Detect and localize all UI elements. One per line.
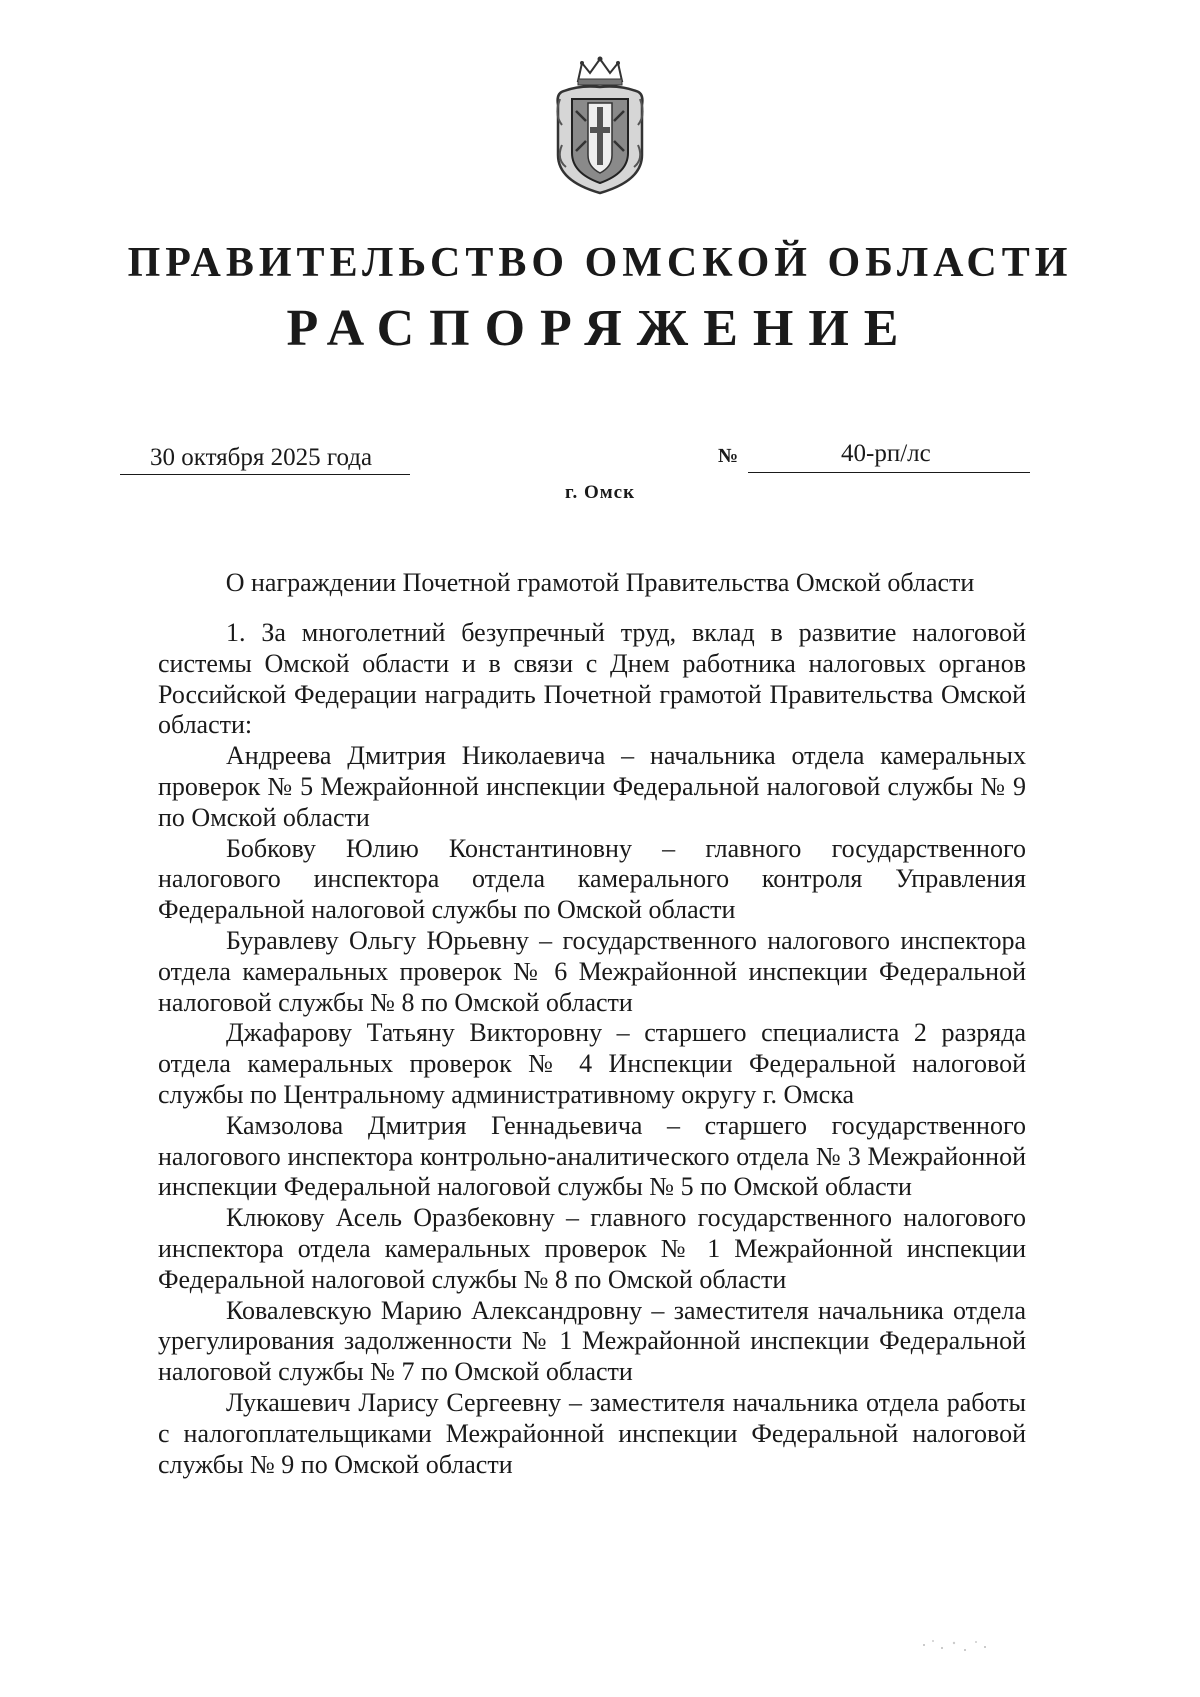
- document-date: 30 октября 2025 года: [150, 444, 373, 471]
- number-field: [748, 436, 1030, 473]
- award-entry: Андреева Дмитрия Николаевича – начальника отдела камеральных проверок № 5 Межрайонной инспекции Федеральной налоговой службы № 9 по Омской области: [158, 741, 1026, 832]
- award-entry: Лукашевич Ларису Сергеевну – заместителя начальника отдела работы с налогоплательщиками Межрайонной инспекции Федеральной налоговой службы № 9 по Омской области: [158, 1387, 1026, 1479]
- date-field: [120, 438, 410, 475]
- award-entry: Ковалевскую Марию Александровну – заместителя начальника отдела урегулирования задолженности № 1 Межрайонной инспекции Федеральной налоговой службы № 7 по Омской области: [158, 1295, 1026, 1387]
- award-entry: Камзолова Дмитрия Геннадьевича – старшего государственного налогового инспектора контрольно-аналитического отдела № 3 Межрайонной инспекции Федеральной налоговой службы № 5 по Омской области: [158, 1110, 1026, 1202]
- coat-of-arms-icon: [550, 55, 650, 195]
- document-body: [158, 618, 1026, 1480]
- document-city: г. Омск: [564, 482, 636, 503]
- document-number: 40-рп/лс: [841, 440, 931, 467]
- document-subject: О награждении Почетной грамотой Правительства Омской области: [225, 568, 975, 597]
- body-paragraph-intro: 1. За многолетний безупречный труд, вклад в развитие налоговой системы Омской области и в связи с Днем работника налоговых органов Российской Федерации наградить Почетной грамотой Правительства Омской области:: [158, 618, 1026, 740]
- document-type-title: РАСПОРЯЖЕНИЕ: [286, 300, 914, 357]
- award-entry: Клюкову Асель Оразбековну – главного государственного налогового инспектора отдела камеральных проверок № 1 Межрайонной инспекции Федеральной налоговой службы № 8 по Омской области: [158, 1203, 1026, 1294]
- government-title: ПРАВИТЕЛЬСТВО ОМСКОЙ ОБЛАСТИ: [127, 240, 1073, 286]
- scan-speckle: [918, 1635, 993, 1657]
- number-sign: №: [718, 445, 739, 467]
- award-entry: Бобкову Юлию Константиновну – главного государственного налогового инспектора отдела камерального контроля Управления Федеральной налоговой службы по Омской области: [158, 833, 1026, 925]
- award-entry: Буравлеву Ольгу Юрьевну – государственного налогового инспектора отдела камеральных проверок № 6 Межрайонной инспекции Федеральной налоговой службы № 8 по Омской области: [158, 925, 1026, 1017]
- award-entry: Джафарову Татьяну Викторовну – старшего специалиста 2 разряда отдела камеральных проверок № 4 Инспекции Федеральной налоговой службы по Центральному административному округу г. Омска: [158, 1018, 1026, 1109]
